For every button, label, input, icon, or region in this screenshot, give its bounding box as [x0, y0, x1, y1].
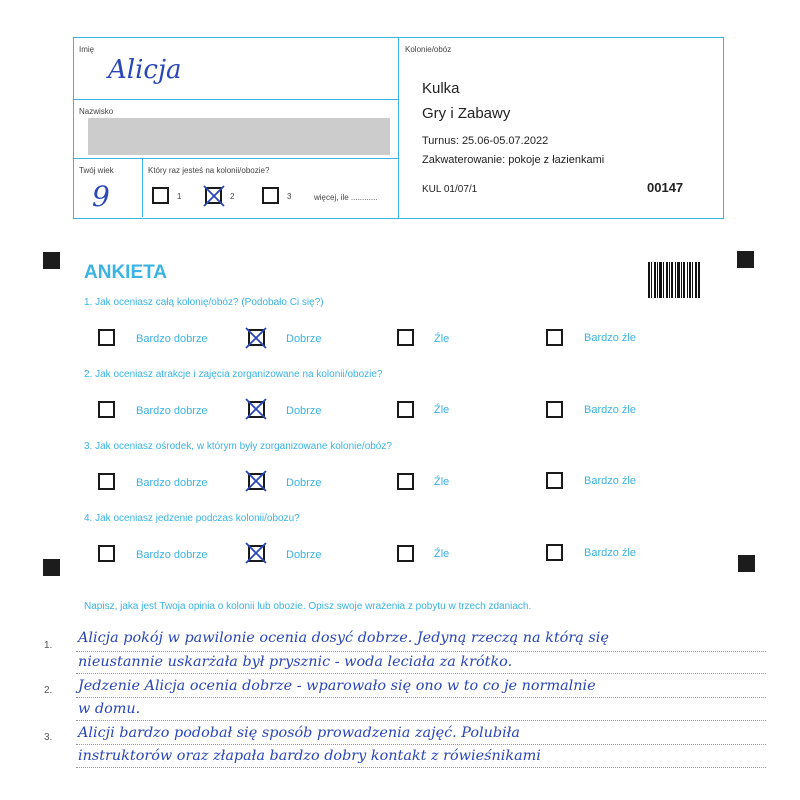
wiecej-label: więcej, ile ............ [314, 193, 378, 202]
q2-option-bardzo-zle: Bardzo źle [584, 404, 636, 416]
writing-line [76, 697, 766, 698]
registration-marker-bottom-left [43, 559, 60, 576]
q2-option-zle: Źle [434, 404, 450, 416]
ktory-raz-option-2: 2 [230, 192, 235, 201]
header-divider [398, 37, 399, 218]
zakwaterowanie-text: Zakwaterowanie: pokoje z łazienkami [422, 154, 605, 166]
q4-checkbox-bardzo-zle[interactable] [546, 544, 563, 561]
q3-checkbox-bardzo-dobrze[interactable] [98, 473, 115, 490]
q4-checkbox-zle[interactable] [397, 545, 414, 562]
opinion-line-number-3: 3. [44, 732, 53, 743]
q1-checkbox-zle[interactable] [397, 329, 414, 346]
q1-option-bardzo-dobrze: Bardzo dobrze [136, 333, 208, 345]
q4-cross-mark [243, 540, 269, 566]
q3-option-zle: Źle [434, 476, 450, 488]
opinion-line-number-1: 1. [44, 640, 53, 651]
ktory-raz-label: Który raz jesteś na kolonii/obozie? [148, 166, 270, 175]
q1-cross-mark [243, 325, 269, 351]
q3-option-bardzo-zle: Bardzo źle [584, 475, 636, 487]
question-3: 3. Jak oceniasz ośrodek, w którym były zorganizowane kolonie/obóz? [84, 441, 392, 452]
redacted-surname [88, 118, 390, 155]
q1-option-bardzo-zle: Bardzo źle [584, 332, 636, 344]
question-1: 1. Jak oceniasz całą kolonię/obóz? (Podobało Ci się?) [84, 297, 324, 308]
opinion-handwriting-line-3: Jedzenie Alicja ocenia dobrze - wparowało się ono w to co je normalnie [78, 678, 596, 694]
q1-option-dobrze: Dobrze [286, 333, 322, 345]
turnus-text: Turnus: 25.06-05.07.2022 [422, 135, 549, 147]
imie-value: Alicja [108, 55, 182, 85]
q4-option-bardzo-dobrze: Bardzo dobrze [136, 549, 208, 561]
ktory-raz-checkbox-1[interactable] [152, 187, 169, 204]
registration-marker-bottom-right [738, 555, 755, 572]
barcode [648, 262, 700, 298]
program-name: Gry i Zabawy [422, 105, 511, 122]
ktory-raz-cross-mark [201, 183, 227, 209]
question-4: 4. Jak oceniasz jedzenie podczas kolonii/obozu? [84, 513, 300, 524]
q2-option-bardzo-dobrze: Bardzo dobrze [136, 405, 208, 417]
registration-marker-top-left [43, 252, 60, 269]
q1-option-zle: Źle [434, 333, 450, 345]
writing-line [76, 720, 766, 721]
question-2: 2. Jak oceniasz atrakcje i zajęcia zorganizowane na kolonii/obozie? [84, 369, 383, 380]
ktory-raz-checkbox-3[interactable] [262, 187, 279, 204]
q2-checkbox-zle[interactable] [397, 401, 414, 418]
q2-option-dobrze: Dobrze [286, 405, 322, 417]
row-divider-1 [73, 99, 398, 100]
opinion-handwriting-line-2: nieustannie uskarżała był prysznic - woda leciała za krótko. [78, 654, 513, 670]
writing-line [76, 767, 766, 768]
q4-option-bardzo-zle: Bardzo źle [584, 547, 636, 559]
writing-line [76, 651, 766, 652]
q4-checkbox-bardzo-dobrze[interactable] [98, 545, 115, 562]
q3-checkbox-zle[interactable] [397, 473, 414, 490]
kolonia-code: KUL 01/07/1 [422, 184, 478, 195]
kolonia-label: Kolonie/obóz [405, 45, 452, 54]
q3-option-bardzo-dobrze: Bardzo dobrze [136, 477, 208, 489]
wiek-value: 9 [92, 180, 110, 213]
imie-label: Imię [79, 45, 95, 54]
wiek-label: Twój wiek [79, 166, 114, 175]
form-number: 00147 [647, 180, 684, 195]
opinion-handwriting-line-1: Alicja pokój w pawilonie ocenia dosyć dobrze. Jedyną rzeczą na którą się [78, 630, 609, 646]
writing-line [76, 673, 766, 674]
q2-cross-mark [243, 396, 269, 422]
row-divider-2 [73, 158, 398, 159]
kolonia-name: Kulka [422, 80, 460, 97]
age-divider [142, 158, 143, 217]
registration-marker-top-right [737, 251, 754, 268]
survey-title: ANKIETA [84, 262, 168, 283]
q3-checkbox-bardzo-zle[interactable] [546, 472, 563, 489]
writing-line [76, 744, 766, 745]
ktory-raz-option-3: 3 [287, 192, 292, 201]
opinion-handwriting-line-4: w domu. [78, 701, 141, 717]
opinion-prompt: Napisz, jaka jest Twoja opinia o kolonii lub obozie. Opisz swoje wrażenia z pobytu w trzech zdaniach. [84, 601, 532, 612]
opinion-handwriting-line-5: Alicji bardzo podobał się sposób prowadzenia zajęć. Polubiła [78, 725, 520, 741]
ktory-raz-option-1: 1 [177, 192, 182, 201]
q1-checkbox-bardzo-dobrze[interactable] [98, 329, 115, 346]
nazwisko-label: Nazwisko [79, 107, 114, 116]
q3-cross-mark [243, 468, 269, 494]
q3-option-dobrze: Dobrze [286, 477, 322, 489]
opinion-line-number-2: 2. [44, 685, 53, 696]
q2-checkbox-bardzo-dobrze[interactable] [98, 401, 115, 418]
q4-option-dobrze: Dobrze [286, 549, 322, 561]
q2-checkbox-bardzo-zle[interactable] [546, 401, 563, 418]
q1-checkbox-bardzo-zle[interactable] [546, 329, 563, 346]
q4-option-zle: Źle [434, 548, 450, 560]
opinion-handwriting-line-6: instruktorów oraz złapała bardzo dobry kontakt z rówieśnikami [78, 748, 541, 764]
